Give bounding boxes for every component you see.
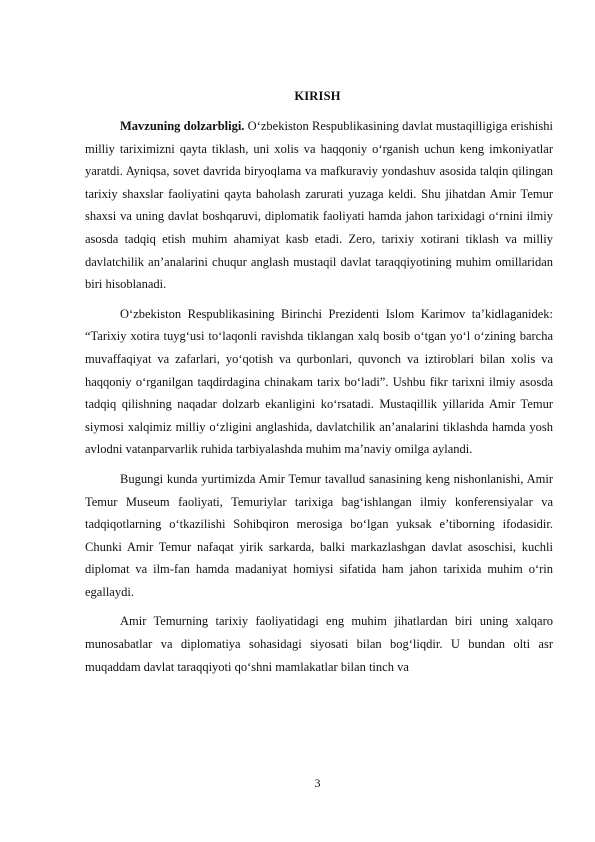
page-number: 3 [314, 776, 321, 790]
paragraph-text: Amir Temurning tarixiy faoliyatidagi eng muhim jihatlardan biri uning xalqaro munosabatlar va diplomatiya sohasidagi siyosati bilan bog‘liqdir. U bundan olti asr muqaddam davlat taraqqiyoti qo‘shni mamlakatlar bilan tinch va [85, 614, 553, 674]
section-title: KIRISH [294, 89, 341, 103]
paragraph-text: O‘zbekiston Respublikasining Birinchi Prezidenti Islom Karimov ta’kidlaganidek: “Tarixiy xotira tuyg‘usi to‘laqonli ravishda tiklangan xalq bosib o‘tgan yo‘l o‘zining barcha muvaffaqiyat va zafarlari, yo‘qotish va qurbonlari, quvonch va iztiroblari bilan xolis va haqqoniy o‘rganilgan taqdirdagina chinakam tarix bo‘ladi”. Ushbu fikr tarixni ilmiy asosda tadqiq qilishning naqadar dolzarb ekanligini ko‘rsatadi. Mustaqillik yillarida Amir Temur siymosi xalqimiz milliy o‘zligini anglashida, davlatchilik an’analarini tiklashda hamda yosh avlodni vatanparvarlik ruhida tarbiyalashda muhim ma’naviy omilga aylandi. [85, 306, 553, 457]
paragraph-3 [85, 468, 553, 604]
paragraph-text: Bugungi kunda yurtimizda Amir Temur tavallud sanasining keng nishonlanishi, Amir Temur Museum faoliyati, Temuriylar tarixiga bag‘ishlangan ilmiy konferensiyalar va tadqiqotlarning o‘tkazilishi Sohibqiron merosiga bo‘lgan yuksak e’tiborning ifodasidir. Chunki Amir Temur nafaqat yirik sarkarda, balki markazlashgan davlat asoschisi, kuchli diplomat va ilm-fan hamda madaniyat homiysi sifatida ham jahon tarixida muhim o‘rin egallaydi. [85, 471, 553, 599]
paragraph-text: O‘zbekiston Respublikasining davlat mustaqilligiga erishishi milliy tariximizni qayta tiklash, uni xolis va haqqoniy o‘rganish uchun keng imkoniyatlar yaratdi. Ayniqsa, sovet davrida biryoqlama va mafkuraviy yondashuv asosida talqin qilingan tarixiy shaxslar faoliyatini qayta baholash zarurati yuzaga keldi. Shu jihatdan Amir Temur shaxsi va uning davlat boshqaruvi, diplomatik faoliyati hamda jahon tarixidagi o‘rnini ilmiy asosda tadqiq etish muhim ahamiyat kasb etadi. Zero, tarixiy xotirani tiklash va milliy davlatchilik an’analarini chuqur anglash mustaqil davlat taraqqiyotining muhim omillaridan biri hisoblanadi. [85, 119, 553, 292]
paragraph-2 [85, 303, 553, 461]
document-body [85, 115, 553, 685]
paragraph-lead: Mavzuning dolzarbligi. [120, 119, 245, 133]
paragraph-1 [85, 115, 553, 296]
paragraph-4 [85, 610, 553, 678]
